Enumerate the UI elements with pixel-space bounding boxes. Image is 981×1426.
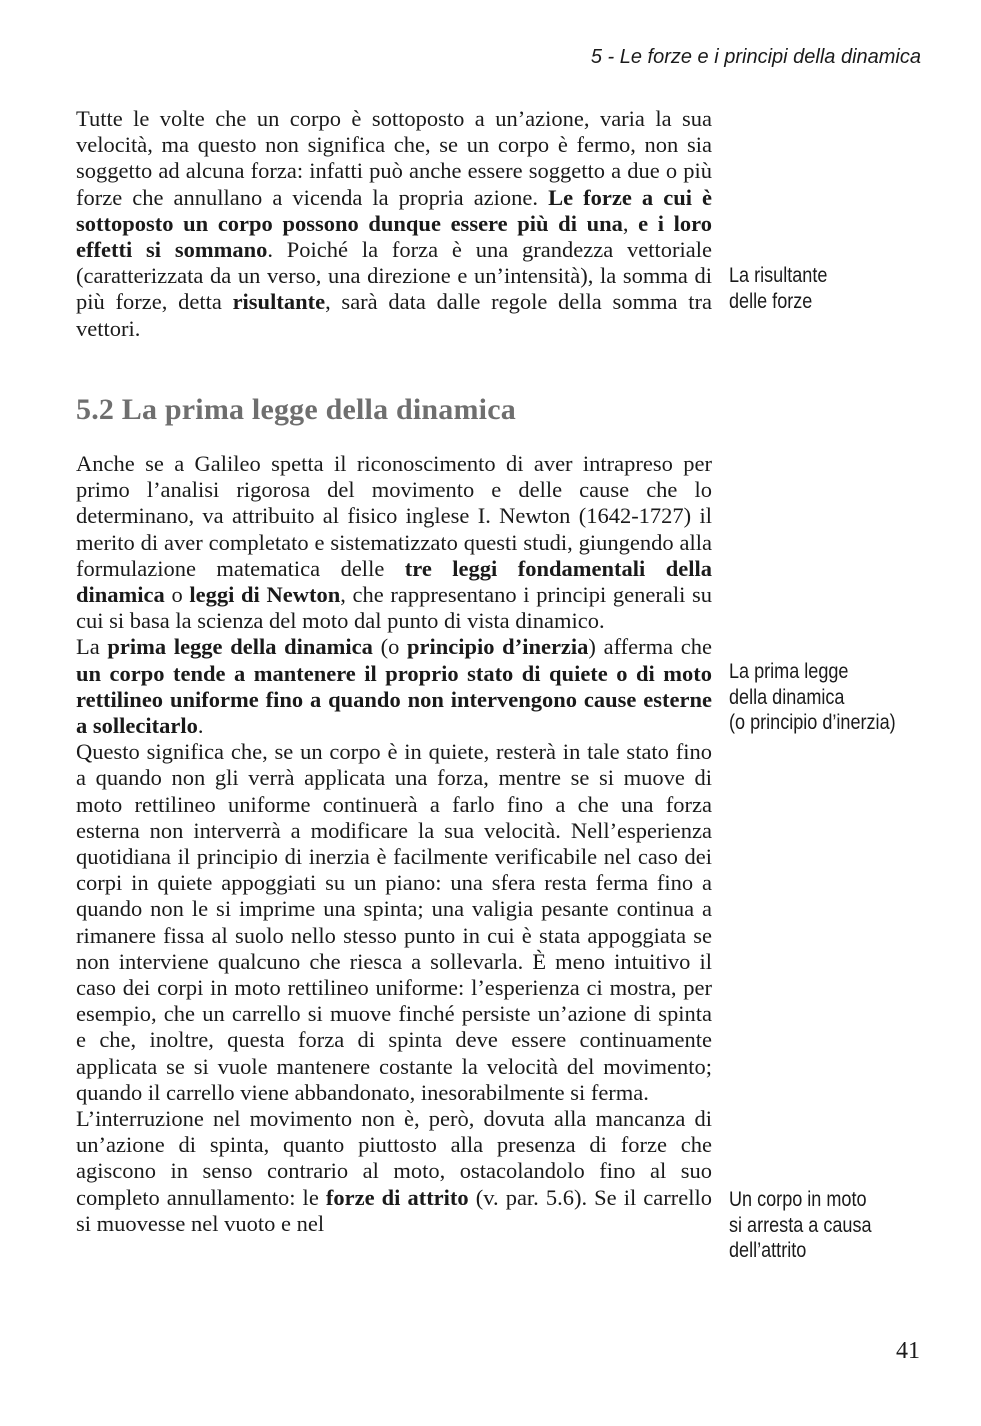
- margin-note-line: La prima legge: [729, 660, 849, 683]
- bold-run: forze di attrito: [325, 1184, 469, 1210]
- text-run: Anche se a Galileo spetta il riconoscimento di aver intrapreso per primo l’analisi rigorosa del movimento e delle cause che lo determinano, va attribuito al fisico inglese I. Newton (1642-1727) il merito di aver completato e sistematizzato questi studi, giungendo alla formulazione matematica delle: [76, 451, 712, 581]
- paragraph-inerzia: Questo significa che, se un corpo è in quiete, resterà in tale stato fino a quando non gli verrà applicata una forza, mentre se si muove di moto rettilineo uniforme continuerà a farlo fino a che una forza esterna non interverrà a modificare la sua velocità. Nell’esperienza quotidiana il principio di inerzia è facilmente verificabile nel caso dei corpi in quiete appoggiati su un piano: una sfera resta ferma fino a quando non le si imprime una spinta; una valigia pesante continua a rimanere fissa al suolo nello stesso punto in cui è stata appoggiata se non interviene qualcuno che riesca a sollevarla. È meno intuitivo il caso dei corpi in moto rettilineo uniforme: l’esperienza ci mostra, per esempio, che un carrello si muove finché persiste un’azione di spinta e che, inoltre, questa forza di spinta deve essere continuamente applicata se si vuole mantenere costante la velocità del movimento; quando il carrello viene abbandonato, inesorabilmente si ferma.: [76, 739, 712, 1105]
- bold-run: Le forze a cui è sottoposto un corpo possono dunque essere più di una: [76, 184, 712, 236]
- text-run: .: [197, 713, 204, 739]
- running-header: 5 - Le forze e i principi della dinamica: [590, 46, 921, 68]
- bold-run: prima legge della dinamica: [107, 634, 373, 660]
- text-run: , che rappresentano i principi generali su cui si basa la scienza del moto dal punto di vista dinamico.: [76, 582, 713, 634]
- paragraph-attrito: [76, 1106, 712, 1237]
- paragraph-prima-legge: [76, 634, 712, 739]
- text-run: (o: [372, 634, 407, 660]
- margin-note-line: La risultante: [729, 264, 828, 287]
- margin-note-line: Un corpo in moto: [729, 1188, 867, 1211]
- text-run: (v. par. 5.6). Se il carrello si muovesse nel vuoto e nel: [76, 1184, 712, 1236]
- section-heading: 5.2 La prima legge della dinamica: [76, 393, 516, 426]
- bold-run: leggi di Newton: [189, 582, 341, 608]
- body-column-top: [76, 106, 712, 342]
- margin-note-line: (o principio d’inerzia): [729, 711, 896, 734]
- text-run: ) afferma che: [588, 634, 713, 660]
- margin-note-line: dell’attrito: [729, 1239, 807, 1262]
- bold-run: tre leggi fondamentali della dinamica: [76, 555, 712, 608]
- bold-run: un corpo tende a mantenere il proprio stato di quiete o di moto rettilineo uniforme fino a quando non intervengono cause esterne a sollecitarlo: [76, 660, 712, 739]
- paragraph-forze: [76, 106, 712, 342]
- body-column-main: [76, 451, 712, 1237]
- page-number: 41: [896, 1338, 920, 1364]
- text-run: Tutte le volte che un corpo è sottoposto a un’azione, varia la sua velocità, ma questo non significa che, se un corpo è fermo, non sia soggetto ad alcuna forza: infatti può anche essere soggetto a due o più forze che annullano a vicenda la propria azione.: [76, 106, 712, 210]
- text-run: L’interruzione nel movimento non è, però, dovuta alla mancanza di un’azione di spinta, quanto piuttosto alla presenza di forze che agiscono in senso contrario al moto, ostacolandolo fino al suo completo annullamento: le: [76, 1106, 712, 1210]
- margin-note-line: della dinamica: [729, 685, 845, 709]
- margin-note-attrito: [729, 1187, 927, 1264]
- text-run: o: [164, 582, 190, 608]
- text-run: ,: [622, 210, 639, 236]
- text-run: La: [76, 634, 108, 660]
- bold-run: risultante: [232, 289, 326, 315]
- margin-note-prima-legge: [729, 659, 927, 736]
- text-run: , sarà data dalle regole della somma tra vettori.: [76, 289, 713, 341]
- margin-note-risultante: [729, 263, 927, 314]
- bold-run: e i loro effetti si sommano: [76, 210, 713, 263]
- margin-note-line: delle forze: [729, 289, 813, 313]
- bold-run: principio d’inerzia: [407, 634, 589, 660]
- paragraph-newton: [76, 451, 712, 634]
- text-run: . Poiché la forza è una grandezza vettoriale (caratterizzata da un verso, una direzione e un’intensità), la somma di più forze, detta: [76, 237, 712, 315]
- margin-note-line: si arresta a causa: [729, 1213, 872, 1237]
